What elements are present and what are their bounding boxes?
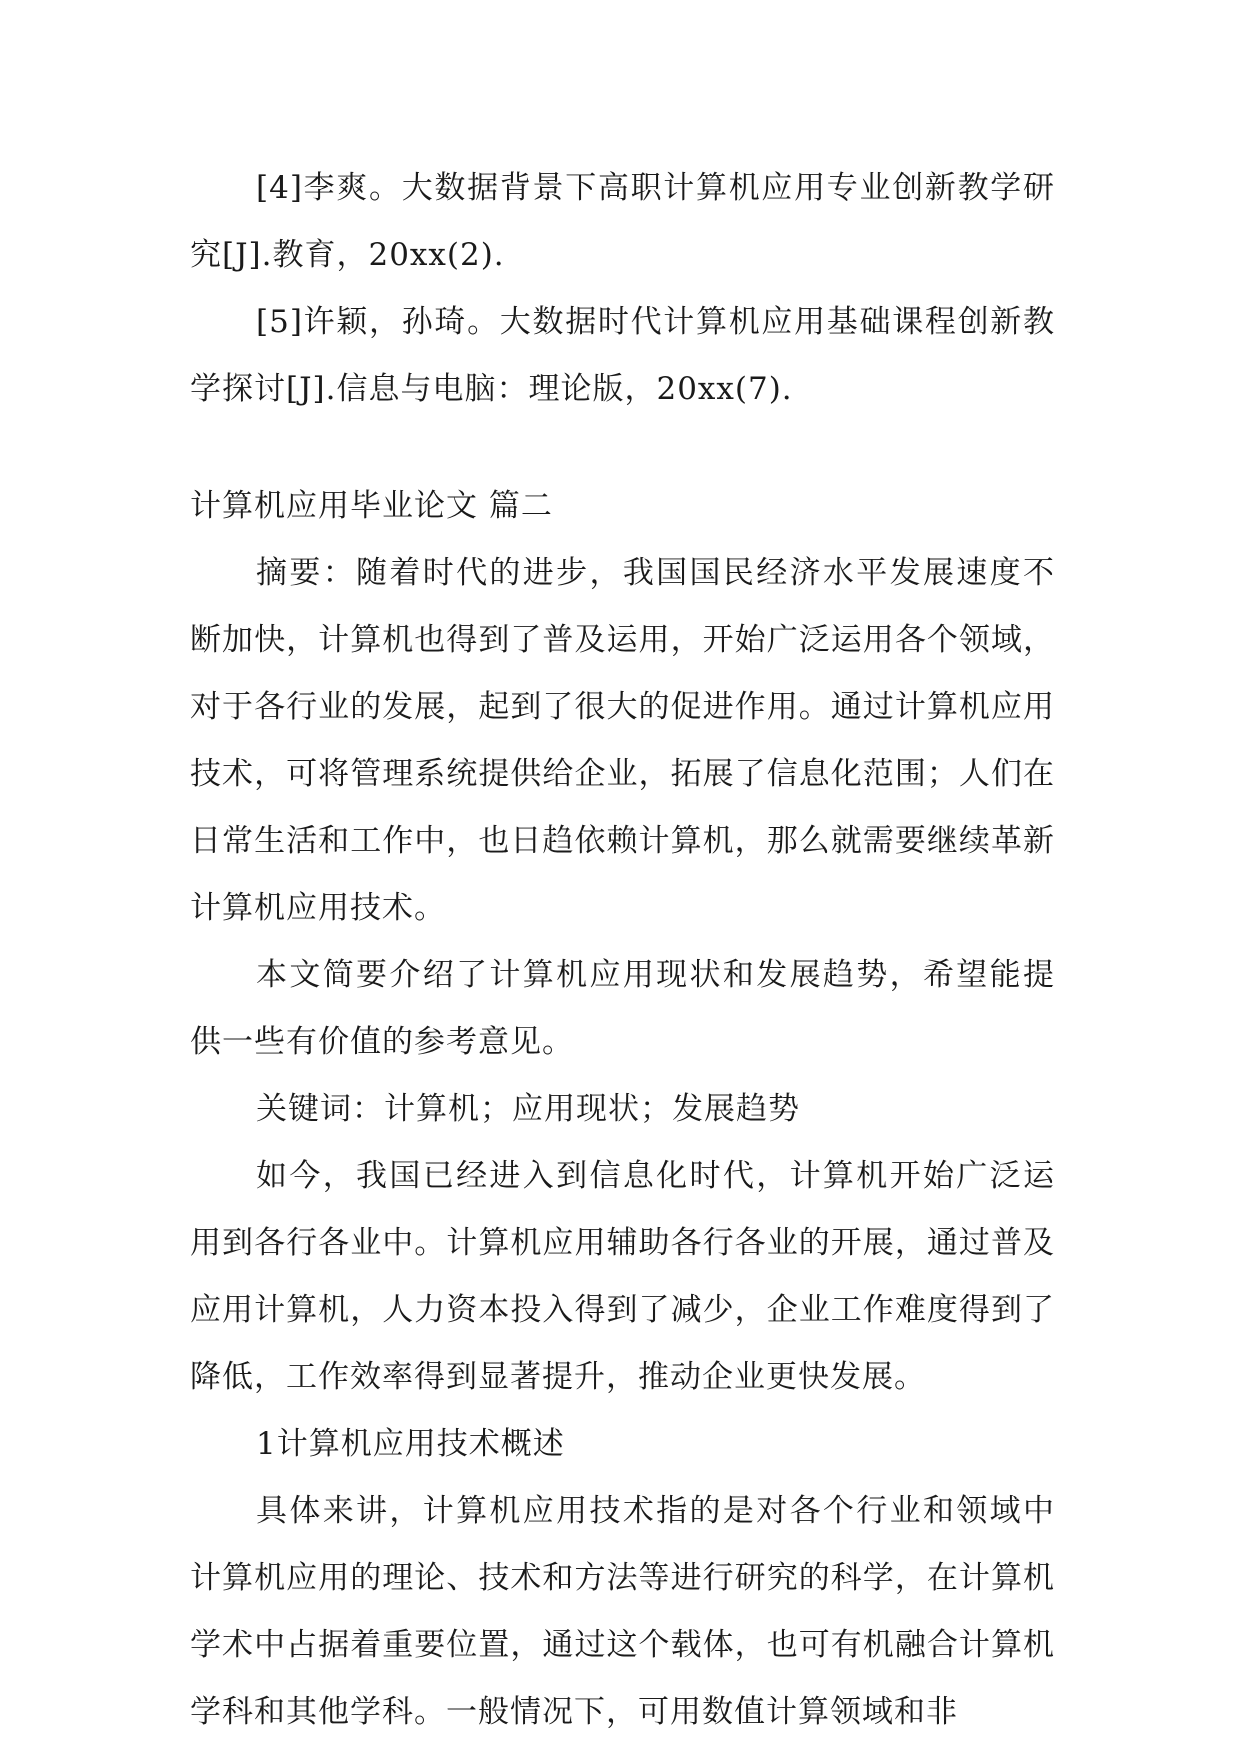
intro-paragraph: 如今，我国已经进入到信息化时代，计算机开始广泛运用到各行各业中。计算机应用辅助各行各业的开展，通过普及应用计算机，人力资本投入得到了减少，企业工作难度得到了降低，工作效率得到显著提升，推动企业更快发展。 (190, 1158, 1055, 1395)
reference-5: [5]许颖，孙琦。大数据时代计算机应用基础课程创新教学探讨[J].信息与电脑：理论版，20xx(7). (190, 304, 1055, 407)
reference-4: [4]李爽。大数据背景下高职计算机应用专业创新教学研究[J].教育，20xx(2). (190, 170, 1055, 273)
document-body (190, 155, 1055, 1746)
keywords-paragraph: 关键词：计算机；应用现状；发展趋势 (256, 1091, 800, 1127)
summary-paragraph: 本文简要介绍了计算机应用现状和发展趋势，希望能提供一些有价值的参考意见。 (190, 957, 1055, 1060)
section-title: 计算机应用毕业论文 篇二 (190, 488, 553, 524)
abstract-paragraph: 摘要：随着时代的进步，我国国民经济水平发展速度不断加快，计算机也得到了普及运用，开始广泛运用各个领域，对于各行业的发展，起到了很大的促进作用。通过计算机应用技术，可将管理系统提供给企业，拓展了信息化范围；人们在日常生活和工作中，也日趋依赖计算机，那么就需要继续革新计算机应用技术。 (190, 555, 1055, 926)
subsection-heading: 1计算机应用技术概述 (256, 1426, 565, 1462)
body-paragraph: 具体来讲，计算机应用技术指的是对各个行业和领域中计算机应用的理论、技术和方法等进行研究的科学，在计算机学术中占据着重要位置，通过这个载体，也可有机融合计算机学科和其他学科。一般情况下，可用数值计算领域和非 (190, 1493, 1055, 1730)
